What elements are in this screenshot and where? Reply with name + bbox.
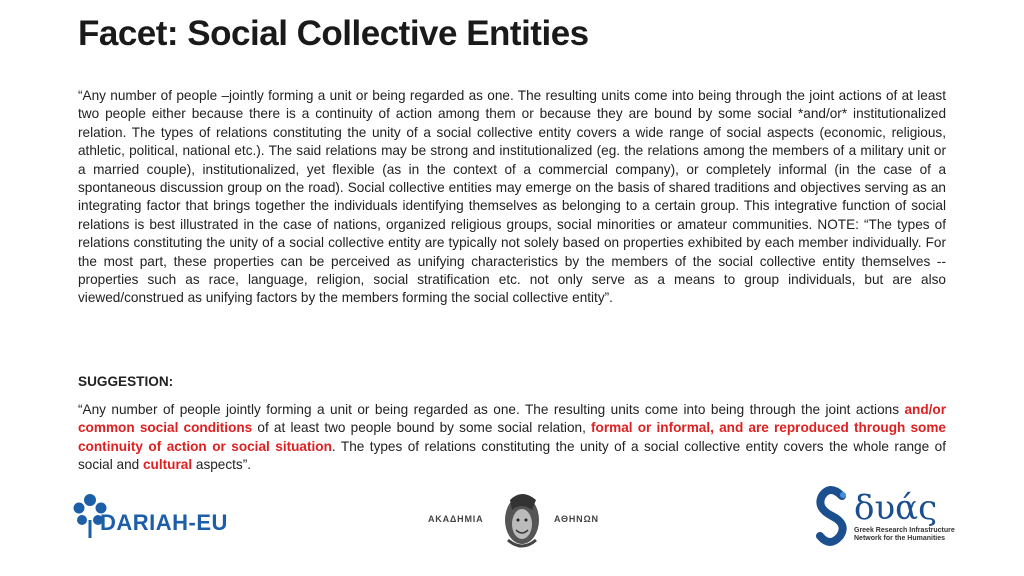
- academy-of-athens-logo: [428, 490, 608, 554]
- suggestion-highlight-3: cultural: [143, 457, 193, 473]
- suggestion-text-2: of at least two people bound by some social relation,: [252, 420, 592, 436]
- dyas-logo: [812, 486, 972, 550]
- dariah-label: DARIAH-EU: [100, 510, 228, 535]
- page-title: Facet: Social Collective Entities: [78, 14, 589, 53]
- suggestion-text-3: . The types of relations constituting the unity of a social collective entity covers the whole range of social and: [78, 438, 946, 473]
- academy-right-text: ΑΘΗΝΩΝ: [554, 514, 599, 524]
- suggestion-text-1: “Any number of people jointly forming a unit or being regarded as one. The resulting units come into being through the joint actions: [78, 402, 905, 417]
- suggestion-text-4: aspects”.: [192, 457, 252, 473]
- suggestion-highlight-2: formal or informal, and are reproduced through some continuity of action or social situation: [78, 420, 946, 454]
- suggestion-label: SUGGESTION:: [78, 374, 174, 389]
- suggestion-highlight-1: and/or common social conditions: [78, 402, 946, 436]
- dyas-subtitle: Greek Research Infrastructure Network for the Humanities: [854, 527, 955, 542]
- academy-left-text: ΑΚΑΔΗΜΙΑ: [428, 514, 484, 524]
- definition-paragraph: “Any number of people –jointly forming a unit or being regarded as one. The resulting units come into being through the joint actions of at least two people either because there is a continuity of action among them or because they are bound by some social *and/or* institutionalized relation. The types of relations constituting the unity of a social collective entity covers a wide range of social aspects (economic, religious, athletic, political, national etc.). The said relations may be strong and institutionalized (eg. the relations among the members of a military unit or a married couple), institutionalized, yet flexible (as in the context of a commercial company), or completely informal (in the case of a spontaneous discussion group on the road). Social collective entities may emerge on the basis of shared traditions and objectives serving as an integrating factor that brings together the individuals identifying themselves as belonging to a certain group. This integrative function of social relations is best illustrated in the case of nations, organized religious groups, social minorities or amateur communities. NOTE: “The types of relations constituting the unity of a social collective entity are typically not solely based on properties exhibited by each member individually. For the most part, these properties can be perceived as unifying characteristics by the members of the social collective entity themselves --properties such as race, language, religion, social stratification etc. not only serve as a means to group individuals, but are also viewed/construed as unifying factors by the members forming the social collective entity”.: [78, 88, 946, 306]
- dyas-s-icon: [812, 486, 852, 548]
- suggestion-paragraph: [78, 401, 946, 475]
- dariah-logo: [70, 490, 240, 546]
- athena-head-icon: [496, 490, 546, 552]
- dyas-wordmark: δυάς: [854, 488, 938, 528]
